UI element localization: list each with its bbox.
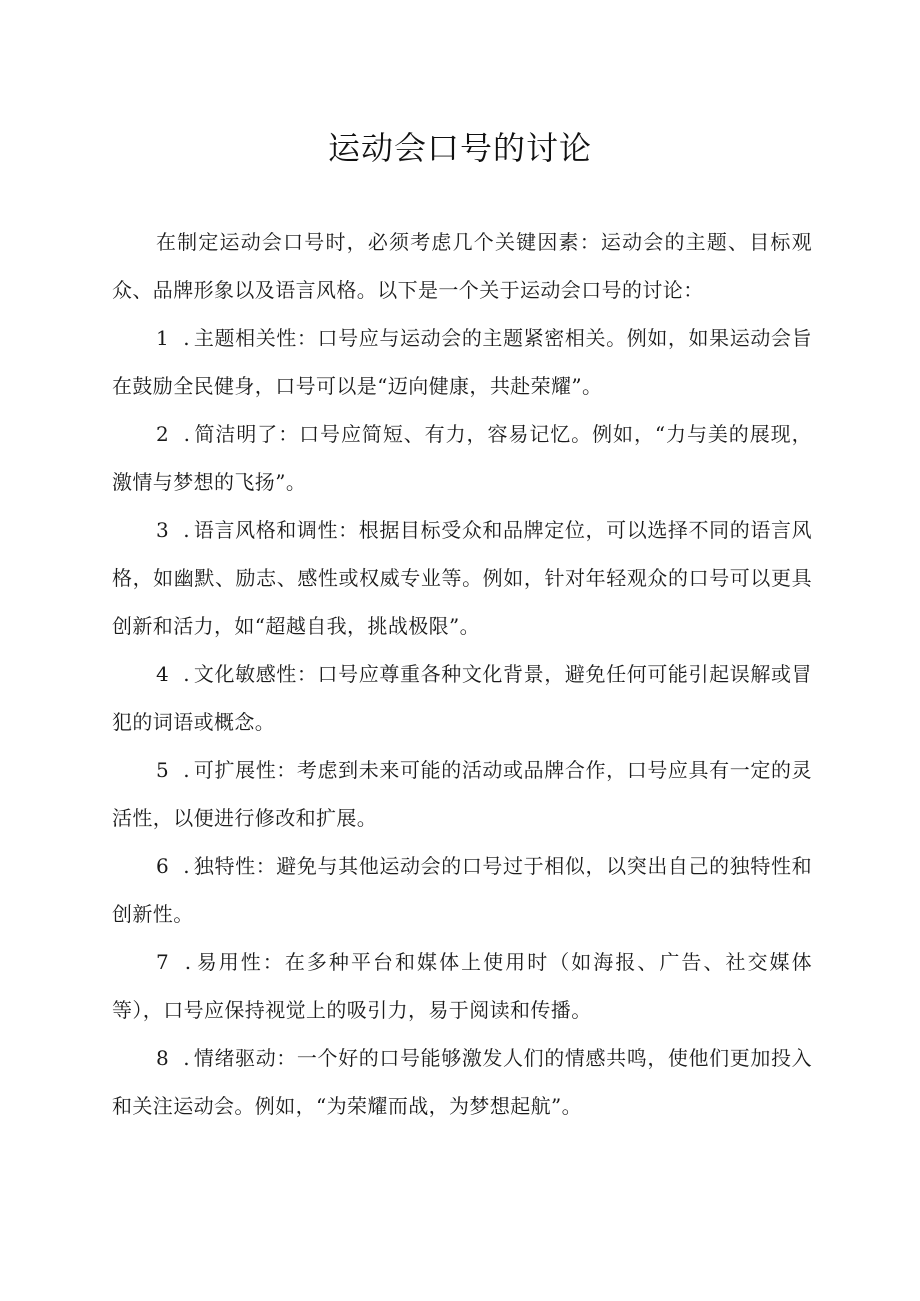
item-text: 语言风格和调性：根据目标受众和品牌定位，可以选择不同的语言风格，如幽默、励志、感性或权威专业等。例如，针对年轻观众的口号可以更具创新和活力，如“超越自我，挑战极限”。 — [112, 518, 812, 638]
item-text: 情绪驱动：一个好的口号能够激发人们的情感共鸣，使他们更加投入和关注运动会。例如，“为荣耀而战，为梦想起航”。 — [112, 1046, 812, 1118]
list-item — [112, 650, 812, 746]
list-item — [112, 842, 812, 938]
item-text: 可扩展性：考虑到未来可能的活动或品牌合作，口号应具有一定的灵活性，以便进行修改和扩展。 — [112, 758, 812, 830]
item-number: 6 . — [156, 854, 194, 878]
item-number: 5 . — [156, 758, 194, 782]
intro-paragraph: 在制定运动会口号时，必须考虑几个关键因素：运动会的主题、目标观众、品牌形象以及语言风格。以下是一个关于运动会口号的讨论： — [112, 230, 812, 302]
list-item — [112, 746, 812, 842]
page-title: 运动会口号的讨论 — [327, 129, 592, 167]
item-text: 独特性：避免与其他运动会的口号过于相似，以突出自己的独特性和创新性。 — [112, 854, 812, 926]
list-item — [112, 1034, 812, 1130]
item-text: 主题相关性：口号应与运动会的主题紧密相关。例如，如果运动会旨在鼓励全民健身，口号可以是“迈向健康，共赴荣耀”。 — [112, 326, 812, 398]
item-text: 简洁明了：口号应简短、有力，容易记忆。例如，“力与美的展现，激情与梦想的飞扬”。 — [112, 422, 812, 494]
item-number: 3 . — [156, 518, 194, 542]
item-number: 4 . — [156, 662, 194, 686]
list-item — [112, 506, 812, 650]
item-number: 1 . — [156, 326, 194, 350]
document-body — [112, 218, 812, 1130]
item-text: 易用性：在多种平台和媒体上使用时（如海报、广告、社交媒体等），口号应保持视觉上的吸引力，易于阅读和传播。 — [112, 950, 812, 1022]
item-number: 2 . — [156, 422, 194, 446]
item-text: 文化敏感性：口号应尊重各种文化背景，避免任何可能引起误解或冒犯的词语或概念。 — [112, 662, 812, 734]
list-item — [112, 938, 812, 1034]
list-item — [112, 410, 812, 506]
item-number: 8 . — [156, 1046, 194, 1070]
item-number: 7 . — [156, 950, 196, 974]
list-item — [112, 314, 812, 410]
